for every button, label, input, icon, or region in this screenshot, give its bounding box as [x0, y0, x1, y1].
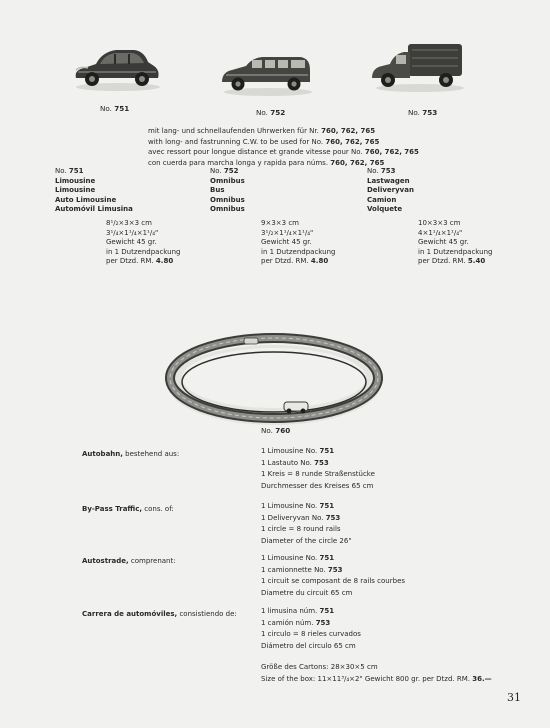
set-contents-de: 1 Limousine No. 751 1 Lastauto No. 753 1 Kreis = 8 runde Straßenstücke Durchmesser des Kreises 65 cm: [261, 447, 375, 490]
caption-751: No. 751: [100, 104, 130, 113]
caption-753: No. 753: [408, 108, 438, 117]
set-heading-de: Autobahn, bestehend aus:: [82, 450, 180, 458]
clockwork-intro: [148, 126, 419, 168]
product-753-details: No. 753 Lastwagen Deliveryvan Camion Volquete 10×3×3 cm 4×1¹/₄×1¹/₄" Gewicht 45 gr. in 1 Dutzendpackung per Dtzd. RM. 5.40: [367, 167, 493, 266]
box-size-info: Größe des Cartons: 28×30×5 cm Size of the box: 11×11³/₄×2" Gewicht 800 gr. per Dtzd. RM. 36.—: [261, 663, 492, 683]
caption-752: No. 752: [256, 108, 286, 117]
set-contents-en: 1 Limousine No. 751 1 Deliveryvan No. 753 1 circle = 8 round rails Diameter of the circle 26": [261, 502, 352, 545]
track-760-illustration: [162, 330, 386, 430]
set-heading-es: Carrera de automóviles, consistiendo de:: [82, 610, 237, 618]
product-752-details: No. 752 Omnibus Bus Omnibus Omnibus 9×3×3 cm 3¹/₂×1¹/₄×1¹/₄" Gewicht 45 gr. in 1 Dutzendpackung per Dtzd. RM. 4.80: [210, 167, 336, 266]
bus-752-illustration: [218, 48, 314, 100]
intro-line-en: with long- and fastrunning C.W. to be used for No. 760, 762, 765: [148, 137, 380, 146]
page-number: 31: [507, 691, 521, 704]
limousine-751-illustration: [70, 42, 162, 94]
caption-760: No. 760: [261, 426, 291, 435]
set-contents-fr: 1 Limousine No. 751 1 camionnette No. 753 1 circuit se composant de 8 rails courbes Diametre du circuit 65 cm: [261, 554, 406, 597]
intro-line-es: con cuerda para marcha longa y rapida para núms. 760, 762, 765: [148, 158, 385, 167]
product-751-details: No. 751 Limousine Limousine Auto Limousine Automóvil Limusina 8¹/₂×3×3 cm 3¹/₄×1¹/₄×1¹/₄" Gewicht 45 gr. in 1 Dutzendpackung per Dtzd. RM. 4.80: [55, 167, 181, 266]
set-heading-fr: Autostrade, comprenant:: [82, 557, 176, 565]
set-heading-en: By-Pass Traffic, cons. of:: [82, 505, 174, 513]
intro-line-fr: avec ressort pour longue distance et grande vitesse pour No. 760, 762, 765: [148, 148, 419, 157]
deliveryvan-753-illustration: [368, 38, 468, 96]
set-contents-es: 1 limusina núm. 751 1 camión núm. 753 1 circulo = 8 rieles curvados Diámetro del circulo 65 cm: [261, 607, 361, 650]
intro-line-de: mit lang- und schnellaufenden Uhrwerken für Nr. 760, 762, 765: [148, 127, 376, 135]
